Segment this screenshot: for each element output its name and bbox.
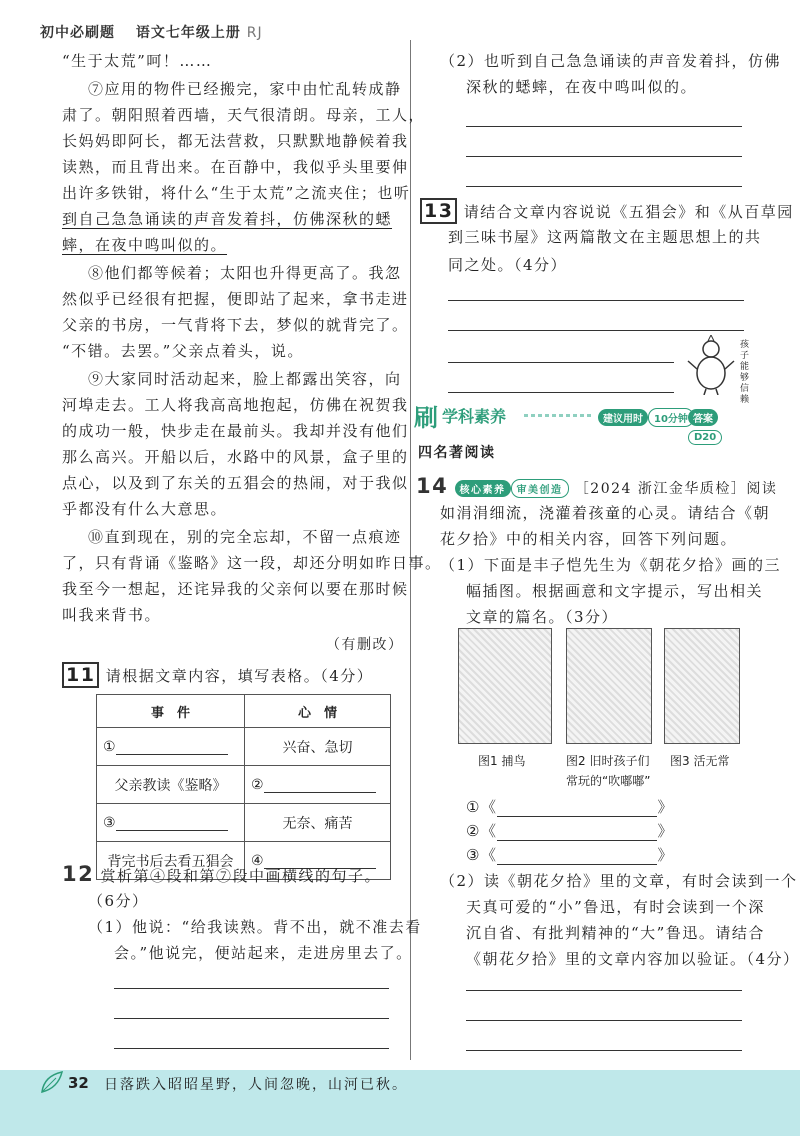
subquestion-line: 《朝花夕拾》里的文章内容加以验证。（4分） (466, 950, 800, 968)
edition: RJ (246, 25, 263, 41)
table-row (97, 766, 391, 804)
subquestion-line: （1）他说：“给我读熟。背不出，就不准去看 (88, 918, 422, 936)
question-12 (62, 862, 381, 886)
blank-label: ②《 (466, 822, 498, 840)
question-text: 到三味书屋》这两篇散文在主题思想上的共 (448, 228, 762, 246)
running-header (40, 22, 263, 42)
subquestion-line: （1）下面是丰子恺先生为《朝花夕拾》画的三 (440, 556, 782, 574)
para7-line: 长妈妈即阿长，都无法营救，只默默地静候着我 (62, 132, 409, 150)
para7-underlined: 蟀，在夜中鸣叫似的。 (62, 236, 228, 254)
subquestion-line: 会。”他说完，便站起来，走进房里去了。 (114, 944, 413, 962)
event-cell[interactable] (97, 804, 245, 842)
event-cell[interactable] (97, 728, 245, 766)
question-14 (416, 474, 777, 498)
mascot-icon (686, 335, 736, 395)
subquestion-line: （2）也听到自己急急诵读的声音发着抖，仿佛 (440, 52, 782, 70)
question-text: 请根据文章内容，填写表格。（4分） (105, 667, 374, 685)
question-text: 同之处。（4分） (448, 256, 568, 274)
illustration-wuchang (664, 628, 740, 744)
table-header: 心 情 (245, 695, 391, 728)
para9-line: 乎都没有什么大意思。 (62, 500, 228, 518)
para10-line: ⑩直到现在，别的完全忘却，不留一点痕迹 (88, 528, 402, 546)
subquestion-line: 文章的篇名。（3分） (466, 608, 619, 626)
question-number: 11 (62, 662, 99, 688)
answer-blank[interactable] (116, 754, 228, 755)
blank-close: 》 (657, 822, 674, 840)
footer-motto: 日落跌入昭昭星野，人间忽晚，山河已秋。 (104, 1077, 408, 1093)
core-tag: 核心素养 (455, 480, 511, 497)
question-text: 赏析第④段和第⑦段中画横线的句子。 (100, 867, 382, 885)
time-label: 建议用时 (598, 409, 648, 426)
answer-blank[interactable] (497, 840, 657, 841)
answer-line[interactable] (466, 1050, 742, 1051)
series-name: 初中必刷题 (40, 25, 115, 41)
para9-line: 的成功一般，快步走在最前头。我却并没有他们 (62, 422, 409, 440)
answer-line[interactable] (448, 300, 744, 301)
page-number: 32 (68, 1074, 89, 1092)
answer-line[interactable] (466, 126, 742, 127)
para8-line: 然似乎已经很有把握，便即站了起来，拿书走进 (62, 290, 409, 308)
q11-table (96, 694, 391, 880)
answer-line[interactable] (466, 186, 742, 187)
para9-line: 河埠走去。工人将我高高地抱起，仿佛在祝贺我 (62, 396, 409, 414)
time-value: 10分钟 (648, 408, 694, 427)
table-row (97, 728, 391, 766)
answer-label: 答案 (688, 409, 718, 426)
answer-line[interactable] (466, 990, 742, 991)
mood-cell: 兴奋、急切 (245, 728, 391, 766)
blank-row (466, 844, 674, 865)
answer-line[interactable] (114, 1018, 389, 1019)
illustration-children-playing (566, 628, 652, 744)
para10-line: 我至今一想起，还诧异我的父亲何以要在那时候 (62, 580, 409, 598)
skill-tag: 审美创造 (511, 479, 569, 498)
para9-line: 点心，以及到了东关的五猖会的热闹，对于我似 (62, 474, 409, 492)
section-title: 学科素养 (442, 407, 507, 426)
question-text: 请结合文章内容说说《五猖会》和《从百草园 (463, 203, 794, 221)
leaf-icon (38, 1068, 66, 1096)
answer-line[interactable] (448, 392, 674, 393)
answer-blank[interactable] (264, 792, 376, 793)
cell-label: ④ (251, 852, 264, 869)
question-text: 花夕拾》中的相关内容，回答下列问题。 (440, 530, 738, 548)
subquestion-line: 幅插图。根据画意和文字提示，写出相关 (466, 582, 764, 600)
para7-line: ⑦应用的物件已经搬完，家中由忙乱转成静 (88, 80, 402, 98)
para8-line: 父亲的书房，一气背将下去，梦似的就背完了。 (62, 316, 409, 334)
blank-row (466, 796, 674, 817)
source-note: （有删改） (326, 637, 404, 653)
event-cell: 背完书后去看五猖会 (97, 842, 245, 880)
question-number: 12 (62, 862, 95, 886)
question-number: 13 (420, 198, 457, 224)
para7-underlined: 到自己急急诵读的声音发着抖，仿佛深秋的蟋 (62, 210, 393, 228)
blank-close: 》 (657, 798, 674, 816)
time-badge (598, 408, 694, 427)
answer-ref: D20 (688, 430, 722, 445)
para8-line: ⑧他们都等候着；太阳也升得更高了。我忽 (88, 264, 402, 282)
event-cell: 父亲教读《鉴略》 (97, 766, 245, 804)
answer-line[interactable] (448, 330, 744, 331)
section-banner (414, 400, 750, 443)
para10-line: 了，只有背诵《鉴略》这一段，却还分明如昨日事。 (62, 554, 442, 572)
subquestion-line: 天真可爱的“小”鲁迅，有时会读到一个深 (466, 898, 765, 916)
cell-label: ② (251, 776, 264, 793)
table-row (97, 804, 391, 842)
banner-stripes (524, 414, 594, 417)
question-11 (62, 662, 373, 688)
answer-line[interactable] (448, 362, 674, 363)
para10-line: 叫我来背书。 (62, 606, 162, 624)
question-text: 如涓涓细流，浇灌着孩童的心灵。请结合《朝 (440, 504, 771, 522)
answer-badge (688, 408, 750, 445)
mood-cell[interactable] (245, 766, 391, 804)
blank-label: ①《 (466, 798, 498, 816)
subquestion-line: （2）读《朝花夕拾》里的文章，有时会读到一个 (440, 872, 798, 890)
cell-label: ③ (103, 814, 116, 831)
intro-line: “生于太荒”呵！…… (62, 52, 213, 70)
answer-blank[interactable] (116, 830, 228, 831)
para9-line: ⑨大家同时活动起来，脸上都露出笑容，向 (88, 370, 402, 388)
blank-row (466, 820, 674, 841)
question-13 (420, 198, 794, 224)
blank-close: 》 (657, 846, 674, 864)
question-number: 14 (416, 474, 449, 498)
subsection-title: 四名著阅读 (418, 445, 496, 461)
cell-label: ① (103, 738, 116, 755)
stamp-text: 孩子能够信赖 (740, 340, 750, 405)
caption: 图1 捕鸟 (478, 754, 526, 768)
section-big-char: 刷 (414, 404, 438, 432)
answer-line[interactable] (466, 156, 742, 157)
answer-line[interactable] (114, 988, 389, 989)
question-score: （6分） (88, 892, 149, 910)
caption: 常玩的“吹嘟嘟” (566, 774, 651, 788)
para7-line: 出许多铁钳，将什么“生于太荒”之流夹住；也听 (62, 184, 411, 202)
para7-line: 读熟，而且背出来。在百静中，我似乎头里要伸 (62, 158, 409, 176)
answer-blank[interactable] (497, 816, 657, 817)
table-header: 事 件 (97, 695, 245, 728)
answer-line[interactable] (114, 1048, 389, 1049)
caption: 图3 活无常 (670, 754, 730, 768)
para7-line: 肃了。朝阳照着西墙，天气很清朗。母亲，工人， (62, 106, 426, 124)
mood-cell: 无奈、痛苦 (245, 804, 391, 842)
blank-label: ③《 (466, 846, 498, 864)
subquestion-line: 沉自省、有批判精神的“大”鲁迅。请结合 (466, 924, 765, 942)
book-title: 语文七年级上册 (135, 25, 241, 41)
para8-line: “不错。去罢。”父亲点着头，说。 (62, 342, 304, 360)
question-source: ［2024 浙江金华质检］阅读 (574, 481, 778, 497)
answer-line[interactable] (466, 1020, 742, 1021)
subquestion-line: 深秋的蟋蟀，在夜中鸣叫似的。 (466, 78, 698, 96)
illustration-catching-birds (458, 628, 552, 744)
answer-blank[interactable] (497, 864, 657, 865)
caption: 图2 旧时孩子们 (566, 754, 650, 768)
para9-line: 那么高兴。开船以后，水路中的风景，盒子里的 (62, 448, 409, 466)
